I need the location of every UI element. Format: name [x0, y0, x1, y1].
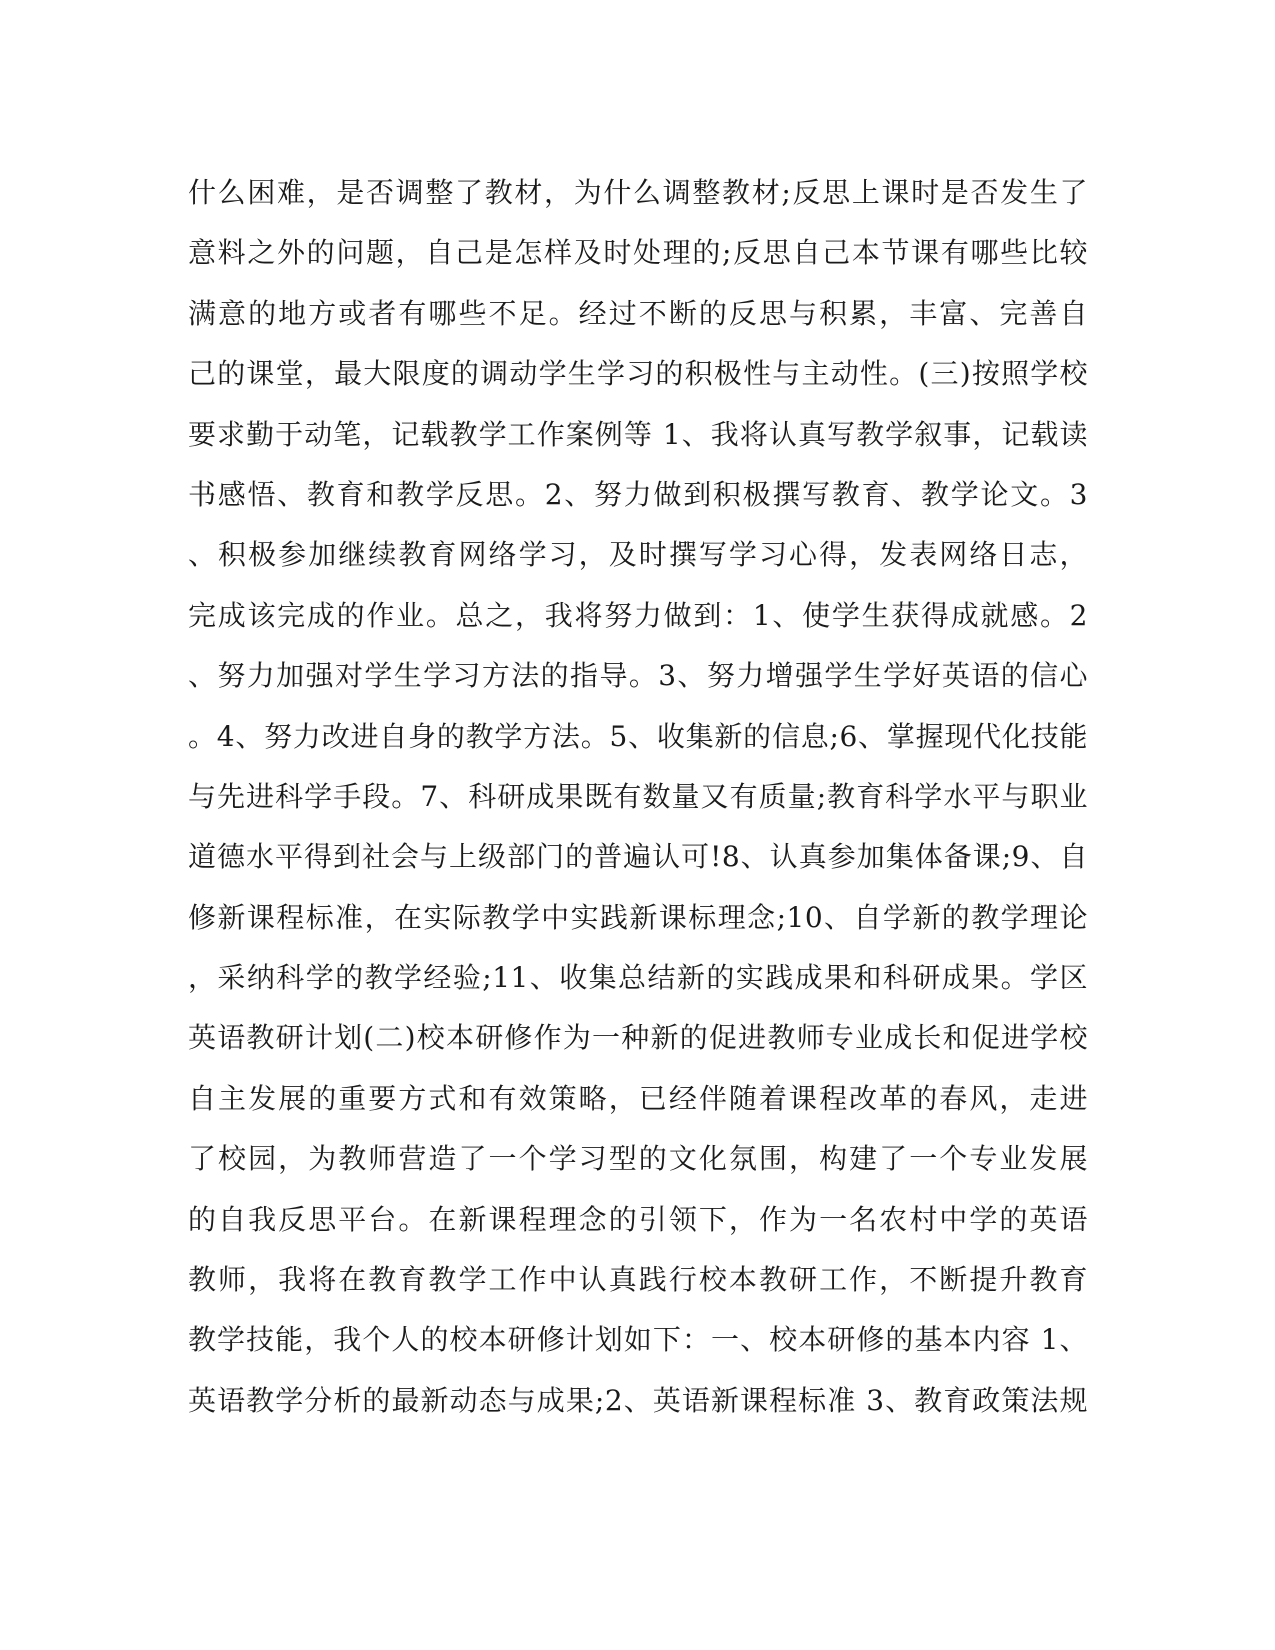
text-line: 意料之外的问题，自己是怎样及时处理的;反思自己本节课有哪些比较	[188, 236, 1088, 270]
text-line: 道德水平得到社会与上级部门的普遍认可!8、认真参加集体备课;9、自	[188, 840, 1088, 874]
text-line: 什么困难，是否调整了教材，为什么调整教材;反思上课时是否发生了	[188, 176, 1088, 209]
text-line: 。4、努力改进自身的教学方法。5、收集新的信息;6、掌握现代化技能	[188, 719, 1088, 753]
text-line: 要求勤于动笔，记载教学工作案例等 1、我将认真写教学叙事，记载读	[188, 417, 1088, 451]
text-line: 、积极参加继续教育网络学习，及时撰写学习心得，发表网络日志，	[188, 538, 1088, 572]
text-line: 的自我反思平台。在新课程理念的引领下，作为一名农村中学的英语	[188, 1202, 1088, 1236]
text-line: 完成该完成的作业。总之，我将努力做到：1、使学生获得成就感。2	[188, 598, 1088, 632]
text-line: 了校园，为教师营造了一个学习型的文化氛围，构建了一个专业发展	[188, 1142, 1088, 1176]
text-line: 与先进科学手段。7、科研成果既有数量又有质量;教育科学水平与职业	[188, 779, 1088, 813]
text-line: 自主发展的重要方式和有效策略，已经伴随着课程改革的春风，走进	[188, 1081, 1088, 1115]
text-line: ，采纳科学的教学经验;11、收集总结新的实践成果和科研成果。学区	[188, 961, 1088, 995]
body-text	[188, 163, 1088, 1431]
text-line: 教师，我将在教育教学工作中认真践行校本教研工作，不断提升教育	[188, 1263, 1088, 1297]
text-line: 修新课程标准，在实际教学中实践新课标理念;10、自学新的教学理论	[188, 900, 1088, 934]
text-line: 己的课堂，最大限度的调动学生学习的积极性与主动性。(三)按照学校	[188, 357, 1088, 391]
text-line: 英语教研计划(二)校本研修作为一种新的促进教师专业成长和促进学校	[188, 1021, 1088, 1055]
text-line: 满意的地方或者有哪些不足。经过不断的反思与积累，丰富、完善自	[188, 296, 1088, 330]
text-line: 教学技能，我个人的校本研修计划如下：一、校本研修的基本内容 1、	[188, 1323, 1088, 1357]
text-line: 英语教学分析的最新动态与成果;2、英语新课程标准 3、教育政策法规	[188, 1383, 1088, 1417]
text-line: 书感悟、教育和教学反思。2、努力做到积极撰写教育、教学论文。3	[188, 477, 1088, 511]
text-line: 、努力加强对学生学习方法的指导。3、努力增强学生学好英语的信心	[188, 659, 1088, 693]
